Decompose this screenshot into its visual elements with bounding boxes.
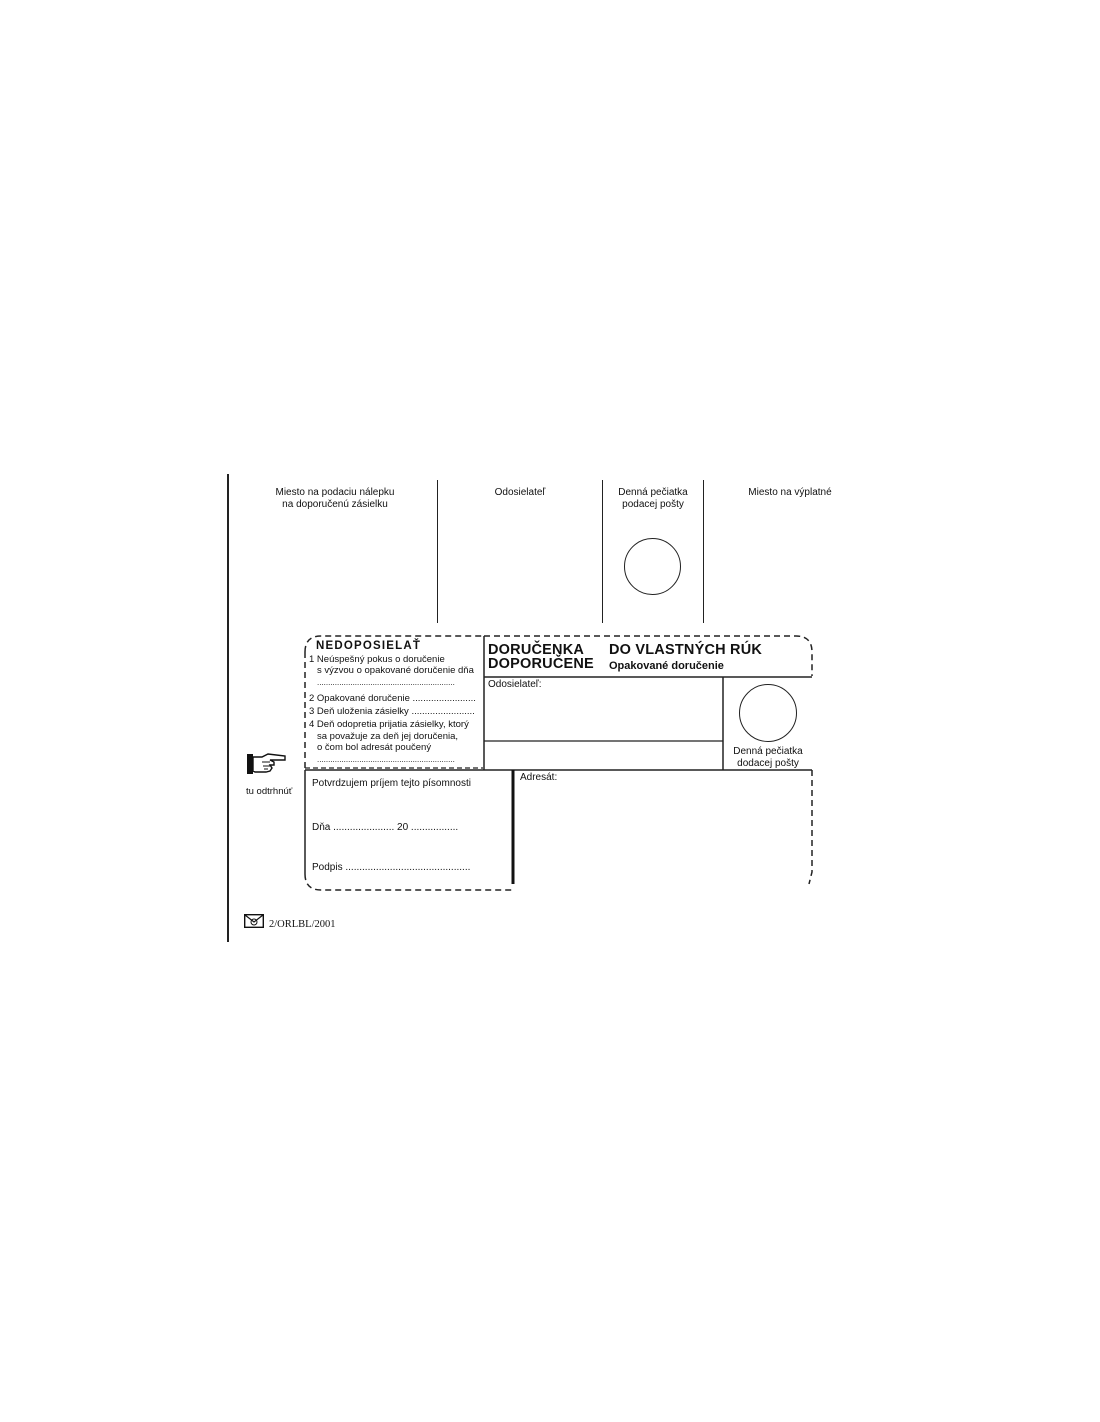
title-doporucene: DOPORUČENE bbox=[488, 656, 594, 672]
form-code: 2/ORLBL/2001 bbox=[269, 919, 336, 930]
confirm-title: Potvrdzujem príjem tejto písomnosti bbox=[312, 778, 471, 789]
subtitle-opakovane: Opakované doručenie bbox=[609, 660, 724, 672]
pointing-hand-icon bbox=[246, 752, 288, 776]
stamp-label-top: Denná pečiatka podacej pošty bbox=[618, 487, 688, 510]
post-logo-icon bbox=[244, 914, 264, 928]
item1-line2: s výzvou o opakované doručenie dňa bbox=[317, 665, 474, 676]
item4-line1: 4 Deň odopretia prijatia zásielky, ktorý bbox=[309, 719, 469, 730]
item2: 2 Opakované doručenie ........................ bbox=[309, 693, 476, 704]
sender-label-top: Odosielateľ bbox=[494, 487, 546, 498]
item4-line2: sa považuje za deň jej doručenia, bbox=[317, 731, 459, 742]
delivery-stamp-label: Denná pečiatka dodacej pošty bbox=[733, 746, 803, 769]
item1-line1: 1 Neúspešný pokus o doručenie bbox=[309, 654, 445, 665]
title-do-vlastnych-ruk: DO VLASTNÝCH RÚK bbox=[609, 642, 763, 658]
item4-line3: o čom bol adresát poučený bbox=[317, 742, 432, 753]
sticker-place-label: Miesto na podaciu nálepku na doporučenú zásielku bbox=[275, 487, 395, 510]
tear-label: tu odtrhnúť bbox=[246, 786, 293, 797]
signature-field[interactable]: Podpis ............................................. bbox=[312, 862, 471, 873]
item3: 3 Deň uloženia zásielky ........................ bbox=[309, 706, 475, 717]
postage-label: Miesto na výplatné bbox=[748, 487, 832, 498]
title-dorucenka: DORUČENKA bbox=[488, 642, 585, 658]
item1-dots: .............................................................. bbox=[317, 678, 455, 687]
sender-label: Odosielateľ: bbox=[488, 679, 542, 690]
date-field[interactable]: Dňa ...................... 20 ................. bbox=[312, 822, 459, 833]
delivery-stamp-circle bbox=[739, 684, 797, 742]
item4-dots: .............................................................. bbox=[317, 755, 455, 764]
addressee-label: Adresát: bbox=[520, 772, 558, 783]
nedoposielat-title: NEDOPOSIELAŤ bbox=[316, 640, 422, 652]
